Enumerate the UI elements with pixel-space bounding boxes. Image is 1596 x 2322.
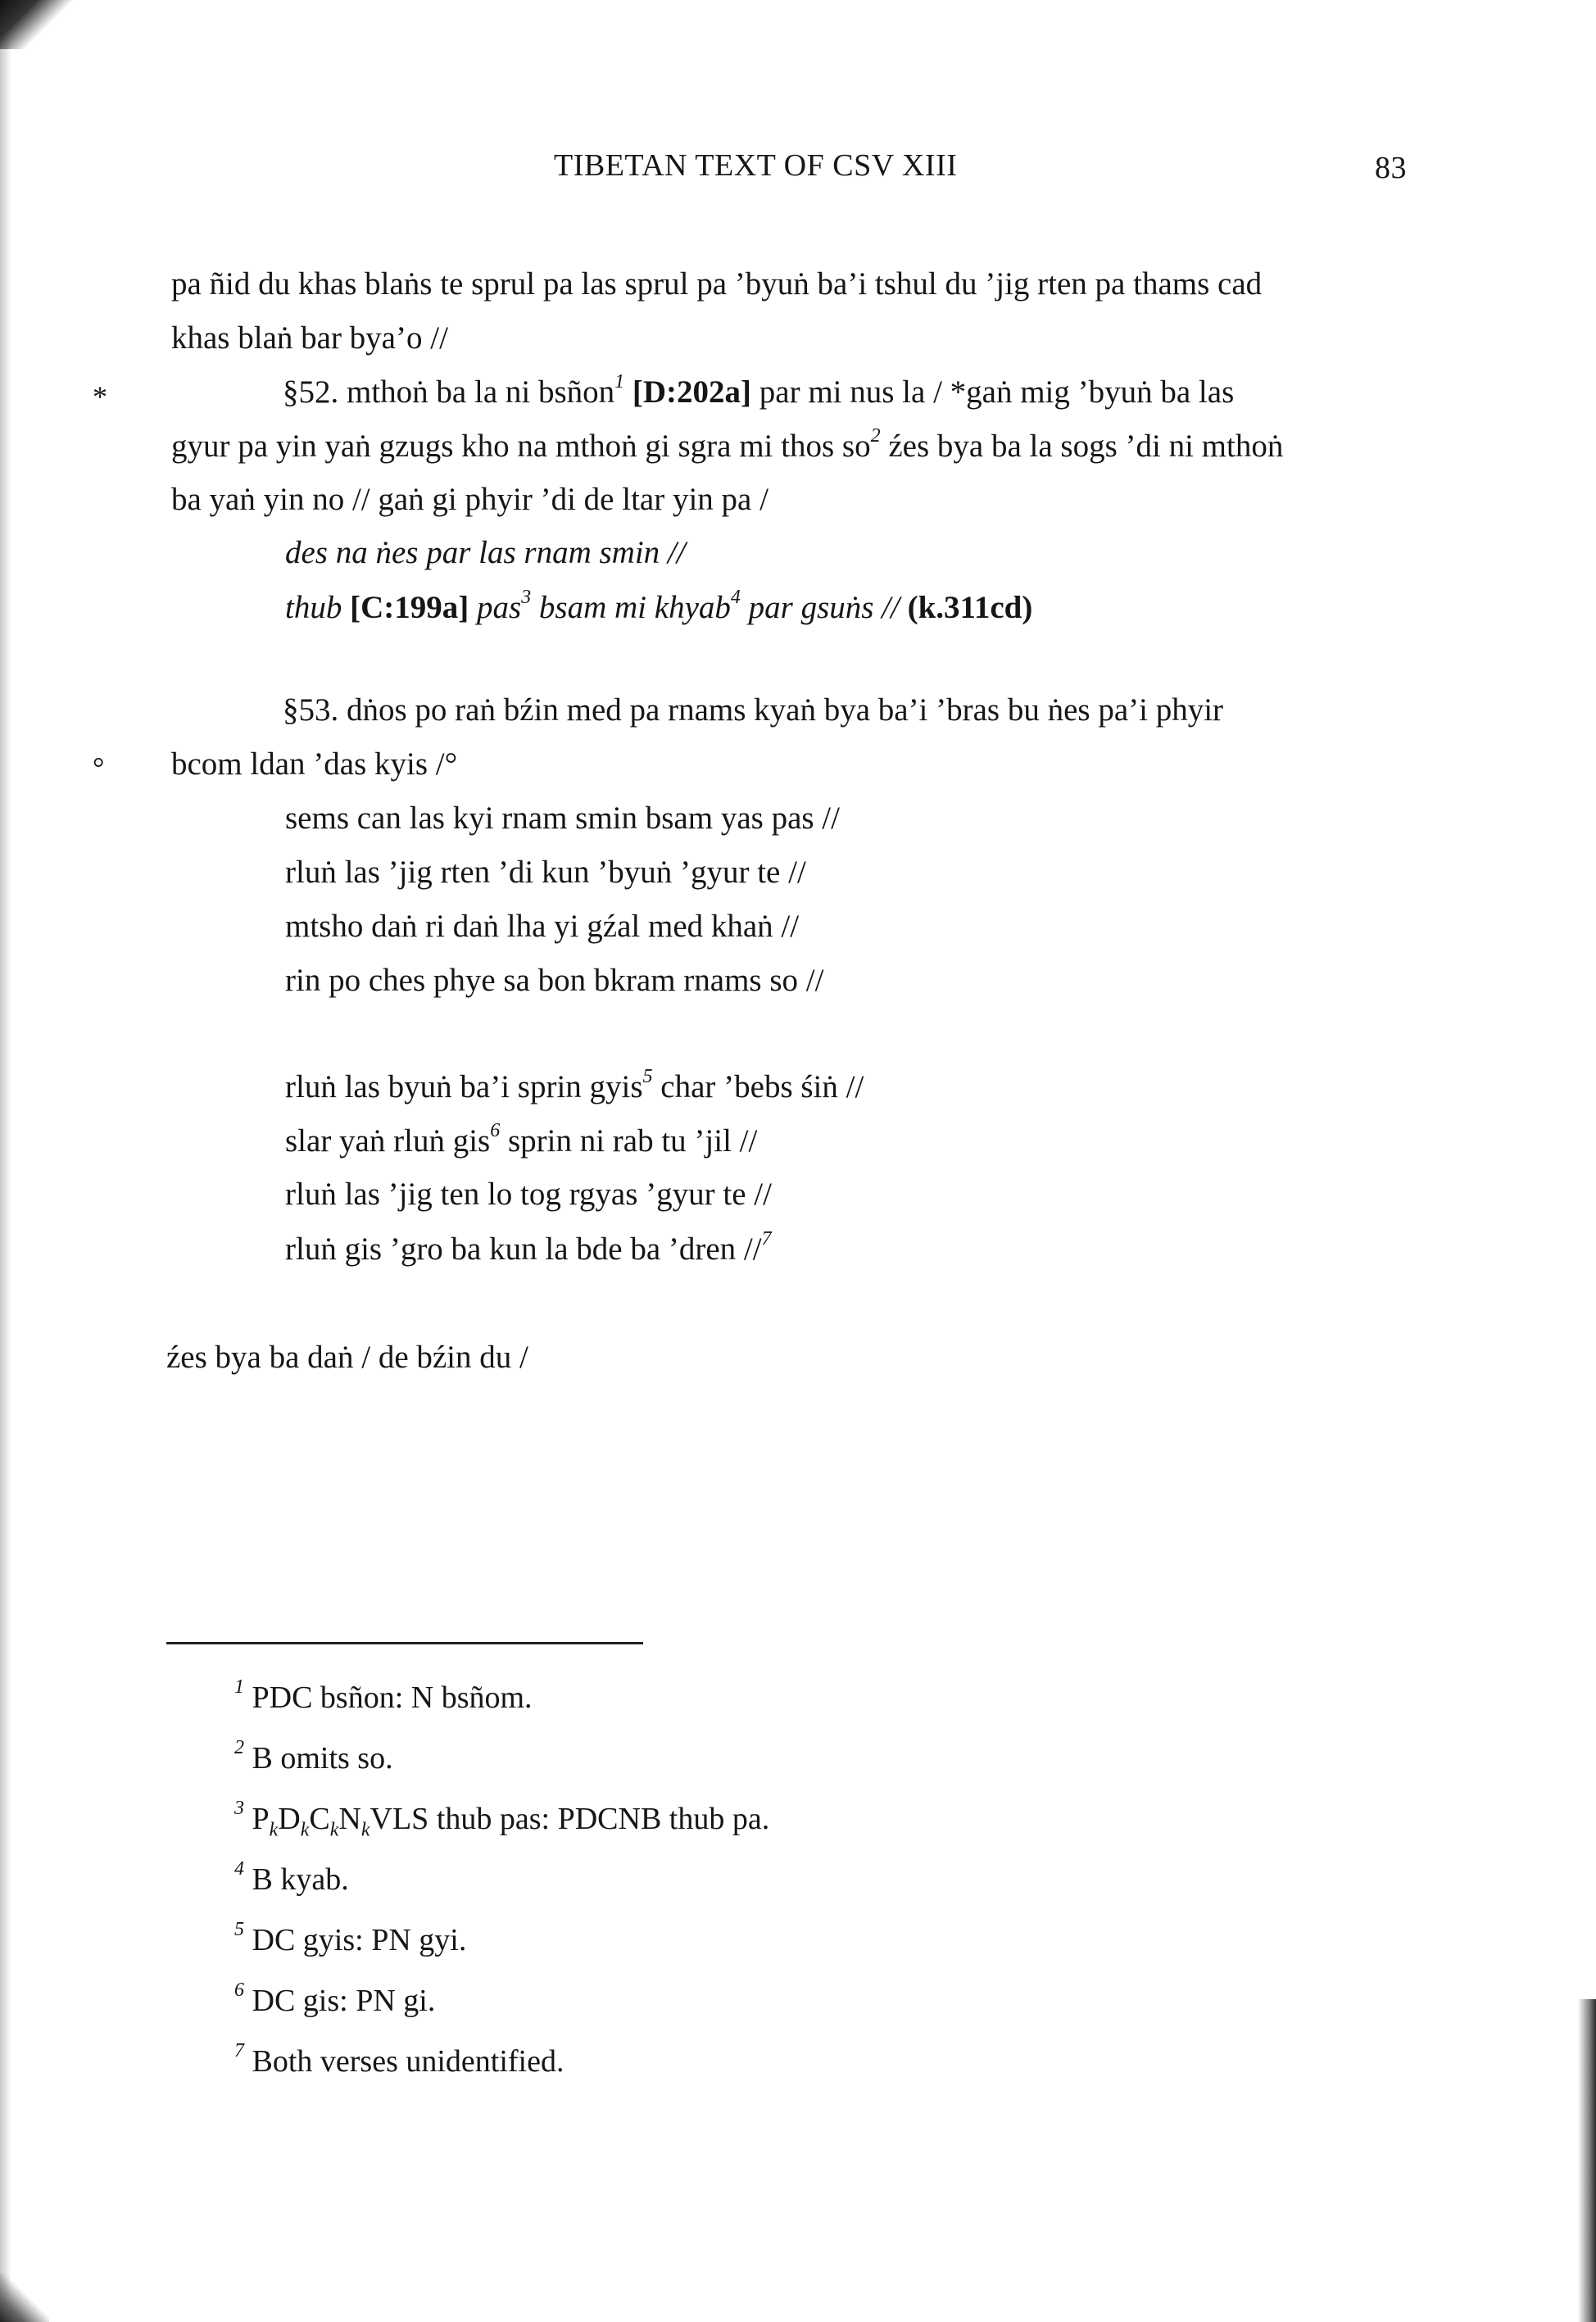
scan-corner-bottom-left [0,2273,49,2322]
verse2-line-1: sems can las kyi rnam smin bsam yas pas // [285,800,840,836]
footnote-ref-3: 3 [521,587,532,608]
scan-edge-left [0,0,11,2322]
footnote-ref-6: 6 [490,1120,501,1141]
verse3-line-2: slar yaṅ rluṅ gis$^6$ sprin ni rab tu ’jil // [285,1120,758,1159]
footnote-ref-7: 7 [761,1228,772,1249]
verse2-line-3: mtsho daṅ ri daṅ lha yi gźal med khaṅ // [285,909,800,944]
footnote-1-number: 1 [234,1676,244,1698]
footnote-2-number: 2 [234,1737,244,1759]
footnote-4: $^4$ B kyab. [234,1858,349,1897]
scan-corner-top-left [0,0,74,49]
footnote-ref-5: 5 [642,1066,653,1087]
para53-line-1: §53. dṅos po raṅ bźin med pa rnams kyaṅ bya ba’i ’bras bu ṅes pa’i phyir [283,692,1224,728]
closing-line: źes bya ba daṅ / de bźin du / [166,1340,528,1375]
folio-ref-d202a: [D:202a] [632,374,752,410]
footnote-rule [166,1642,643,1644]
running-title: TIBETAN TEXT OF CSV XIII [554,148,958,183]
footnote-4-number: 4 [234,1858,244,1880]
footnote-6: $^6$ DC gis: PN gi. [234,1980,436,2018]
verse2-line-4: rin po ches phye sa bon bkram rnams so // [285,963,824,998]
footnote-ref-4: 4 [730,587,741,608]
footnote-6-number: 6 [234,1980,244,2002]
verse3-line-3: rluṅ las ’jig ten lo tog rgyas ’gyur te // [285,1177,772,1212]
footnote-7-number: 7 [234,2040,244,2062]
verse1-line-2: thub [C:199a] pas$^3$ bsam mi khyab$^4$ par gsuṅs // (k.311cd) [285,587,1033,625]
footnote-1: $^1$ PDC bsñon: N bsñom. [234,1676,533,1715]
footnote-2: $^2$ B omits so. [234,1737,393,1776]
footnote-3: $^3$ $P_kD_kC_kN_kVLS$ thub pas: PDCNB thub pa. [234,1798,770,1841]
para-prev-line-2: khas blaṅ bar bya’o // [171,320,448,356]
para52-line-3: ba yaṅ yin no // gaṅ gi phyir ’di de ltar yin pa / [171,482,769,517]
footnote-5: $^5$ DC gyis: PN gyi. [234,1919,467,1957]
footnote-7: $^7$ Both verses unidentified. [234,2040,564,2079]
para53-line-2: bcom ldan ’das kyis /° [171,746,458,782]
margin-marker-circle: ° [93,751,105,784]
footnote-5-number: 5 [234,1919,244,1941]
footnote-ref-2: 2 [870,425,881,447]
para-prev-line-1: pa ñid du khas blaṅs te sprul pa las sprul pa ’byuṅ ba’i tshul du ’jig rten pa thams cad [171,266,1263,302]
verse3-line-4: rluṅ gis ’gro ba kun la bde ba ’dren //$^7$ [285,1228,772,1267]
footnote-3-number: 3 [234,1798,244,1820]
scan-edge-right [1578,1999,1596,2322]
footnote-ref-1: 1 [614,371,625,392]
margin-marker-asterisk: * [93,380,107,413]
folio-ref-c199a: [C:199a] [350,590,469,625]
para52-line-1: §52. mthoṅ ba la ni bsñon$^1$ [D:202a] par mi nus la / *gaṅ mig ’byuṅ ba las [283,371,1235,410]
verse3-line-1: rluṅ las byuṅ ba’i sprin gyis$^5$ char ’bebs śiṅ // [285,1066,864,1104]
karika-ref: (k.311cd) [907,590,1033,625]
page-number: 83 [1375,151,1407,185]
para52-line-2: gyur pa yin yaṅ gzugs kho na mthoṅ gi sgra mi thos $so^2$ źes bya ba la sogs ’di ni mthoṅ [171,425,1284,464]
verse2-line-2: rluṅ las ’jig rten ’di kun ’byuṅ ’gyur te // [285,855,806,890]
verse1-line-1: des na ṅes par las rnam smin // [285,535,686,570]
